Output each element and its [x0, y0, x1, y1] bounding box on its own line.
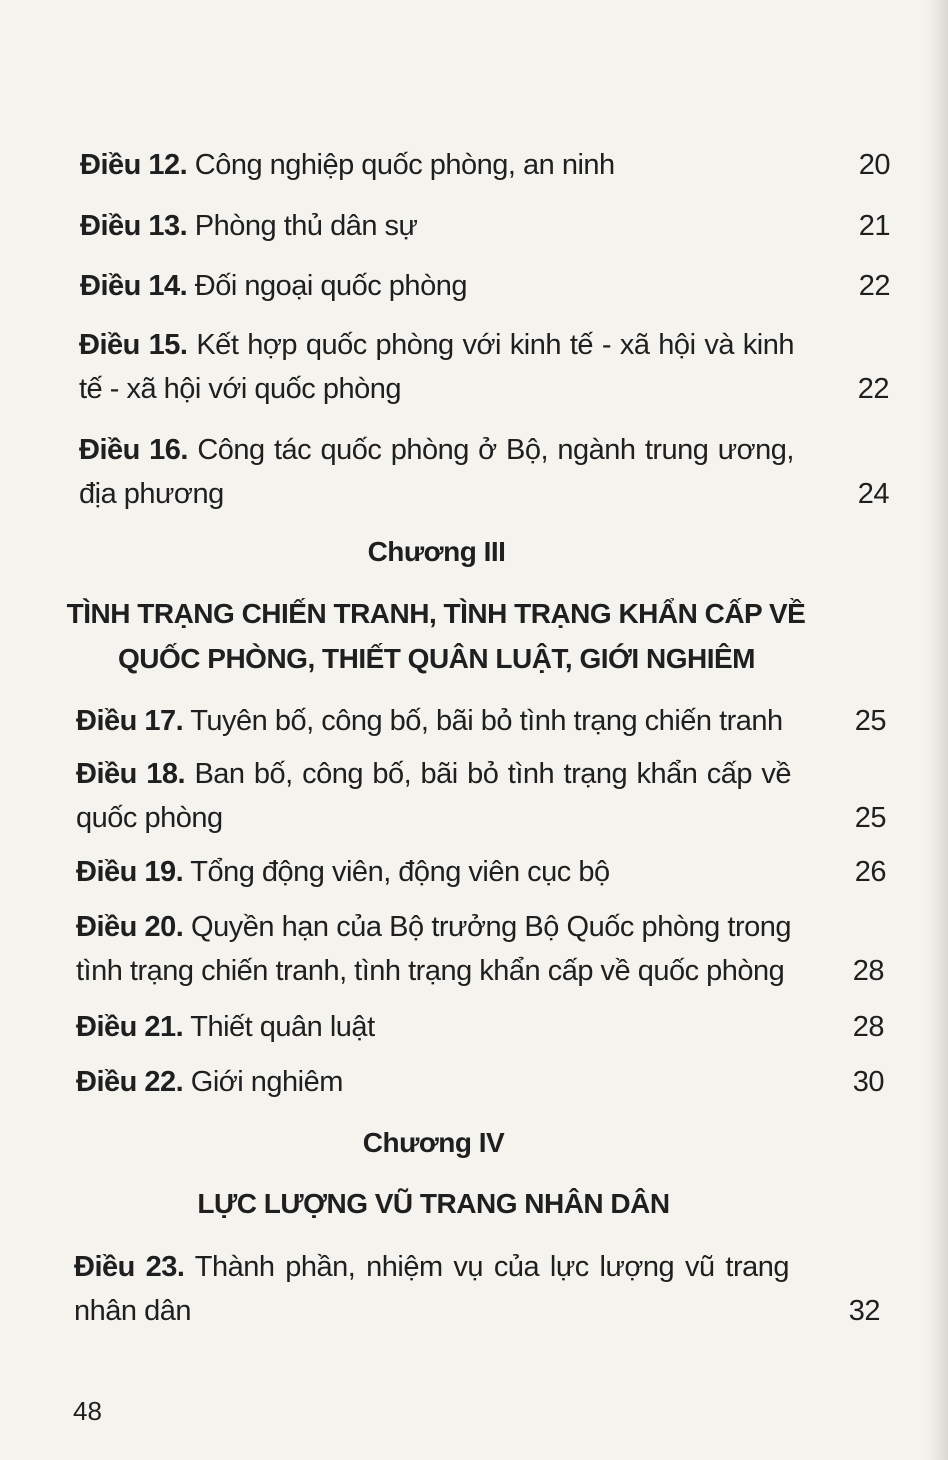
toc-entry-label: Điều 13. — [80, 210, 188, 242]
toc-entry-title: Tổng động viên, động viên cục bộ — [190, 856, 610, 888]
chapter-3-heading-line-2: QUỐC PHÒNG, THIẾT QUÂN LUẬT, GIỚI NGHIÊM — [117, 643, 755, 674]
toc-entry-title: Đối ngoại quốc phòng — [194, 270, 467, 302]
toc-entry-dieu-14[interactable] — [80, 264, 890, 308]
toc-entry-dieu-17[interactable] — [76, 699, 886, 743]
toc-entry-dieu-13[interactable] — [80, 204, 890, 248]
toc-entry-label: Điều 15. — [79, 329, 188, 361]
toc-entry-title: Công tác quốc phòng ở Bộ, ngành trung ương, địa phương — [79, 434, 794, 510]
toc-entry-page: 22 — [858, 270, 890, 302]
toc-entry-dieu-23[interactable] — [74, 1245, 880, 1333]
toc-entry-title: Thiết quân luật — [190, 1011, 375, 1043]
toc-entry-label: Điều 17. — [76, 705, 184, 737]
toc-entry-dieu-15[interactable] — [79, 323, 889, 411]
toc-entry-dieu-22[interactable] — [76, 1060, 884, 1104]
chapter-4-title: Chương IV — [362, 1127, 505, 1158]
toc-entry-page: 32 — [848, 1295, 880, 1327]
toc-entry-page: 21 — [858, 210, 890, 242]
toc-entry-label: Điều 14. — [80, 270, 188, 302]
toc-entry-dieu-16[interactable] — [79, 428, 889, 516]
toc-entry-title: Phòng thủ dân sự — [194, 210, 418, 242]
toc-entry-title: Giới nghiêm — [190, 1066, 343, 1098]
toc-entry-label: Điều 23. — [74, 1251, 185, 1283]
toc-entry-page: 24 — [857, 478, 889, 510]
toc-entry-page: 25 — [854, 705, 886, 737]
chapter-4-heading: LỰC LƯỢNG VŨ TRANG NHÂN DÂN — [197, 1188, 670, 1219]
toc-entry-title: Tuyên bố, công bố, bãi bỏ tình trạng chiến tranh — [190, 705, 783, 737]
toc-entry-label: Điều 19. — [76, 856, 184, 888]
toc-entry-dieu-19[interactable] — [76, 850, 886, 894]
toc-entry-title: Ban bố, công bố, bãi bỏ tình trạng khẩn cấp về quốc phòng — [76, 758, 792, 834]
toc-entry-title: Công nghiệp quốc phòng, an ninh — [194, 149, 615, 181]
chapter-3-title: Chương III — [367, 536, 506, 567]
toc-entry-dieu-12[interactable] — [80, 143, 890, 187]
toc-entry-page: 30 — [852, 1066, 884, 1098]
toc-entry-title: Kết hợp quốc phòng với kinh tế - xã hội và kinh tế - xã hội với quốc phòng — [79, 329, 795, 405]
toc-entry-label: Điều 22. — [76, 1066, 184, 1098]
toc-entry-label: Điều 12. — [80, 149, 188, 181]
toc-entry-dieu-21[interactable] — [76, 1005, 884, 1049]
toc-entry-page: 28 — [852, 1011, 884, 1043]
toc-entry-page: 20 — [858, 149, 890, 181]
toc-entry-dieu-18[interactable] — [76, 752, 886, 840]
toc-entry-label: Điều 16. — [79, 434, 188, 466]
toc-entry-page: 25 — [854, 802, 886, 834]
toc-entry-dieu-20[interactable] — [76, 905, 884, 993]
toc-entry-page: 28 — [852, 955, 884, 987]
page-edge — [926, 0, 948, 1460]
toc-entry-label: Điều 18. — [76, 758, 186, 790]
toc-entry-page: 22 — [857, 373, 889, 405]
toc-entry-label: Điều 20. — [76, 911, 184, 943]
toc-entry-label: Điều 21. — [76, 1011, 184, 1043]
toc-entry-title: Thành phần, nhiệm vụ của lực lượng vũ trang nhân dân — [74, 1251, 789, 1327]
chapter-3-heading-line-1: TÌNH TRẠNG CHIẾN TRANH, TÌNH TRẠNG KHẨN CẤP VỀ — [66, 598, 806, 629]
toc-entry-title: Quyền hạn của Bộ trưởng Bộ Quốc phòng trong tình trạng chiến tranh, tình trạng khẩn cấp về quốc phòng — [76, 911, 791, 987]
toc-entry-page: 26 — [854, 856, 886, 888]
page-number: 48 — [73, 1396, 102, 1426]
